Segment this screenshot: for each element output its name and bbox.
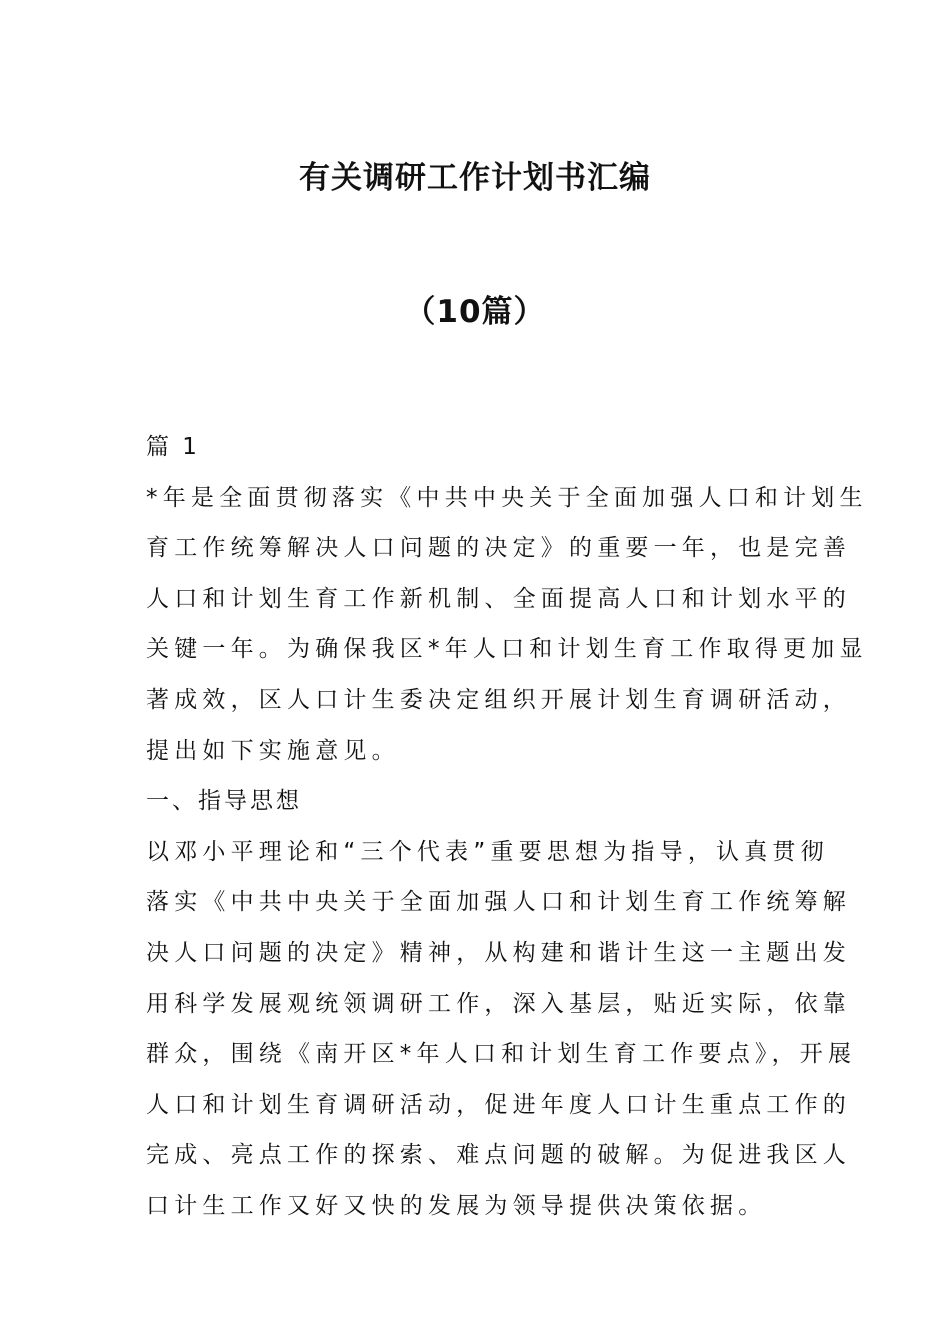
section-label: 篇 1 [146, 434, 200, 460]
paragraph-1 [146, 479, 868, 783]
document-body [146, 428, 868, 1238]
paragraph-line: 落实《中共中央关于全面加强人口和计划生育工作统筹解 [146, 889, 851, 916]
paragraph-line: 用科学发展观统领调研工作，深入基层，贴近实际，依靠 [146, 990, 851, 1017]
paragraph-line: 关键一年。为确保我区*年人口和计划生育工作取得更加显 [146, 636, 868, 663]
paragraph-line: 以邓小平理论和“三个代表”重要思想为指导，认真贯彻 [146, 838, 829, 865]
paragraph-line: 提出如下实施意见。 [146, 737, 400, 764]
paragraph-line: *年是全面贯彻落实《中共中央关于全面加强人口和计划生 [146, 484, 868, 511]
paragraph-line: 决人口问题的决定》精神，从构建和谐计生这一主题出发 [146, 939, 851, 966]
paragraph-line: 人口和计划生育调研活动，促进年度人口计生重点工作的 [146, 1091, 851, 1118]
paragraph-line: 群众，围绕《南开区*年人口和计划生育工作要点》，开展 [146, 1041, 857, 1068]
paragraph-line: 人口和计划生育工作新机制、全面提高人口和计划水平的 [146, 585, 851, 612]
paragraph-2 [146, 833, 857, 1238]
paragraph-line: 完成、亮点工作的探索、难点问题的破解。为促进我区人 [146, 1142, 851, 1169]
paragraph-line: 著成效，区人口计生委决定组织开展计划生育调研活动， [146, 686, 851, 713]
document-subtitle: （10篇） [404, 294, 546, 330]
document-title: 有关调研工作计划书汇编 [299, 160, 651, 196]
paragraph-line: 育工作统筹解决人口问题的决定》的重要一年，也是完善 [146, 535, 851, 562]
paragraph-line: 口计生工作又好又快的发展为领导提供决策依据。 [146, 1192, 767, 1219]
section-heading: 一、指导思想 [146, 788, 302, 815]
